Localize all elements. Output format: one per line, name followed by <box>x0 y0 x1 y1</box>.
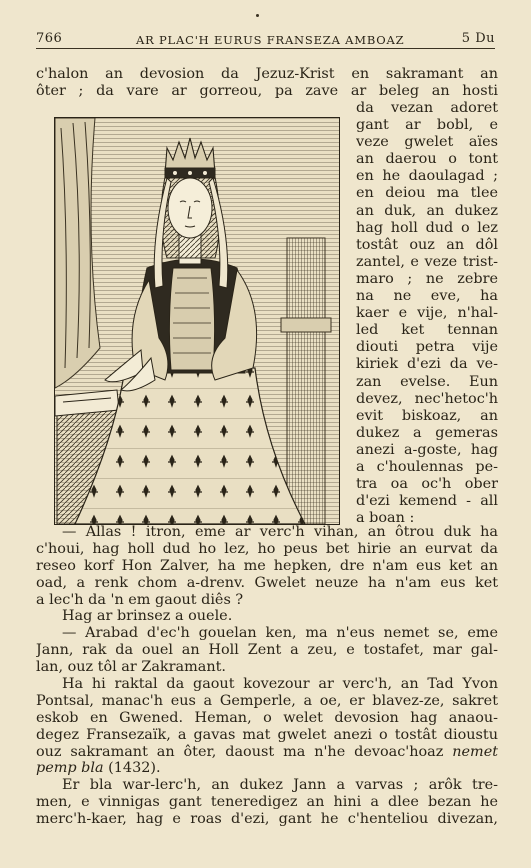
text-line: gant ar bobl, e <box>356 117 498 134</box>
text-line: an daerou o tont <box>356 151 498 168</box>
text-line: a lec'h da 'n em gaout diês ? <box>36 591 244 608</box>
text-line: veze gwelet aïes <box>356 134 498 151</box>
text-line: eskob en Gwened. Heman, o welet devosion hag anaou- <box>36 709 498 726</box>
calendar-day: 5 Du <box>461 31 495 46</box>
text-line: anezi a-goste, hag <box>356 441 498 458</box>
engraving-illustration <box>54 117 340 525</box>
text-line: Hag ar brinsez a ouele. <box>62 608 233 625</box>
text-line: diouti petra vije <box>356 339 498 356</box>
text-line: ouz sakramant an ôter, daoust ma n'he devoac'hoaz nemet <box>36 743 498 760</box>
text-line: na ne eve, ha <box>356 288 498 305</box>
text-line: a c'houlennas pe- <box>356 458 498 475</box>
text-line: tostât ouz an dôl <box>356 236 498 253</box>
text-line: men, e vinnigas gant teneredigez an hini a dlee bezan he <box>36 794 498 811</box>
page-number: 766 <box>36 31 63 46</box>
header-ornament <box>256 14 259 17</box>
text-line: Ha hi raktal da gaout kovezour ar verc'h, an Tad Yvon <box>62 676 498 693</box>
text-line: — Allas ! itron, eme ar verc'h vihan, an ôtrou duk ha <box>62 524 498 540</box>
text-line: zan evelse. Eun <box>356 373 498 390</box>
text-line: kaer e vije, n'hal- <box>356 305 498 322</box>
running-header <box>36 28 495 50</box>
text-line: led ket tennan <box>356 322 498 339</box>
text-line: Jann, rak da ouel an Holl Zent a zeu, e tostafet, mar gal- <box>36 642 498 659</box>
text-line: an duk, an dukez <box>356 202 498 219</box>
text-line: — Arabad d'ec'h gouelan ken, ma n'eus nemet se, eme <box>62 625 498 642</box>
text-line: d'ezi kemend - all <box>356 493 498 510</box>
text-line: da vezan adoret <box>356 100 498 116</box>
text-line: kiriek d'ezi da ve- <box>356 356 498 373</box>
text-line: tra oa oc'h ober <box>356 476 498 493</box>
text-line: hag holl dud o lez <box>356 219 498 236</box>
text-line: merc'h-kaer, hag e roas d'ezi, gant he c'hentеliou divezan, <box>36 811 498 828</box>
text-line: ôter ; da vare ar gorreou, pa zave ar beleg an hosti <box>36 82 498 99</box>
header-rule <box>36 48 495 49</box>
text-line: reseo korf Hon Zalver, ha me hepken, dre n'am eus ket an <box>36 557 498 574</box>
text-line: devez, nec'hetoc'h <box>356 390 498 407</box>
text-line: lan, ouz tôl ar Zakramant. <box>36 659 226 676</box>
text-line: en deiou ma tlee <box>356 185 498 202</box>
text-line: c'halon an devosion da Jezuz-Krist en sakramant an <box>36 66 498 82</box>
text-line: Er bla war-lerc'h, an dukez Jann a varvas ; arôk tre- <box>62 777 498 794</box>
text-line: pemp bla (1432). <box>36 760 161 777</box>
text-line: oad, a renk chom a-drenv. Gwelet neuze ha n'am eus ket <box>36 574 498 591</box>
text-line: Pontsal, manac'h eus a Gemperle, a oe, er blavez-ze, sakret <box>36 692 498 709</box>
wrapped-column-text <box>356 100 498 527</box>
text-line: a boan : <box>356 510 415 527</box>
text-line: degez Fransezaïk, a gavas mat gwelet anezi o tostât dioustu <box>36 726 498 743</box>
text-line: zantel, e veze trist- <box>356 253 498 270</box>
text-line: c'houi, hag holl dud ho lez, ho peus bet hirie an eurvat da <box>36 540 498 557</box>
text-line: dukez a gemeras <box>356 424 498 441</box>
running-title: AR PLAC'H EURUS FRANSEZA AMBOAZ <box>136 33 405 47</box>
text-line: maro ; ne zebre <box>356 270 498 287</box>
main-paragraphs <box>36 524 498 828</box>
text-line: en he daoulagad ; <box>356 168 498 185</box>
opening-paragraph <box>36 66 498 100</box>
text-line: evit biskoaz, an <box>356 407 498 424</box>
